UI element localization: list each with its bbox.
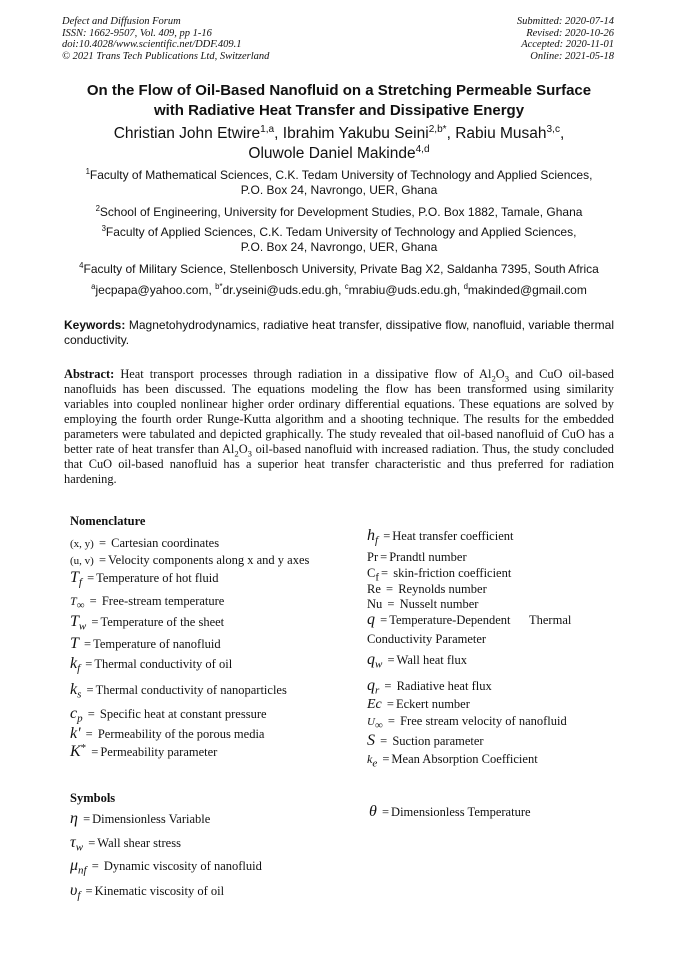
equals-sign: = xyxy=(383,529,391,543)
paper-title xyxy=(40,81,638,121)
doi-link[interactable]: doi:10.4028/www.scientific.net/DDF.409.1 xyxy=(62,39,242,50)
nomenclature-entry xyxy=(70,553,309,569)
nomenclature-description: Thermal conductivity of nanoparticles xyxy=(95,683,287,697)
author-name: Oluwole Daniel Makinde xyxy=(248,145,416,162)
abstract-text: O xyxy=(238,442,248,456)
email-mark: c xyxy=(344,282,349,291)
nomenclature-symbol: h xyxy=(367,527,375,544)
symbol-description: Dimensionless Temperature xyxy=(391,805,531,819)
affiliation-text: P.O. Box 24, Navrongo, UER, Ghana xyxy=(240,183,438,197)
nomenclature-entry xyxy=(70,726,264,742)
nomenclature-entry xyxy=(367,566,512,584)
nomenclature-description: Specific heat at constant pressure xyxy=(99,707,267,721)
affiliation-text: Faculty of Military Science, Stellenbosch University, Private Bag X2, Saldanha 7395, South Africa xyxy=(83,262,599,276)
abstract-text: O xyxy=(495,367,505,381)
equals-sign: = xyxy=(98,553,107,567)
nomenclature-description: Heat transfer coefficient xyxy=(392,529,514,543)
journal-name: Defect and Diffusion Forum xyxy=(62,16,181,27)
nomenclature-description: Cartesian coordinates xyxy=(111,536,220,550)
revised-date: Revised: 2020-10-26 xyxy=(526,27,614,39)
nomenclature-symbol: k' xyxy=(70,725,81,742)
equals-sign: = xyxy=(382,752,390,766)
nomenclature-entry xyxy=(70,636,221,652)
symbol-subscript: w xyxy=(75,841,84,854)
symbol-entry xyxy=(70,811,210,827)
equals-sign: = xyxy=(87,707,95,721)
equals-sign: = xyxy=(86,683,94,697)
symbol-subscript: f xyxy=(375,571,380,584)
equals-sign: = xyxy=(386,697,394,711)
nomenclature-symbol: c xyxy=(70,705,78,722)
symbol-subscript: p xyxy=(77,712,83,725)
symbol-subscript: w xyxy=(375,658,383,671)
equals-sign: = xyxy=(83,812,91,826)
nomenclature-description: Conductivity Parameter xyxy=(367,632,487,646)
symbol-entry xyxy=(70,834,181,854)
author-affiliation-mark: 3,c xyxy=(546,123,560,135)
author-name: Ibrahim Yakubu Seini xyxy=(282,125,429,142)
symbol-subscript: e xyxy=(372,757,378,770)
equals-sign: = xyxy=(87,571,95,585)
nomenclature-symbol: Re xyxy=(367,582,381,596)
equals-sign: = xyxy=(384,679,392,693)
accepted-date: Accepted: 2020-11-01 xyxy=(521,39,614,50)
abstract-text: Heat transport processes through radiation in a dissipative flow of Al xyxy=(120,367,492,381)
abstract-text: and CuO oil-based nanofluids has been discussed. The equations modeling the flow has been transformed using similarity variables into coupled nonlinear higher order ordinary differential equations. These equations are solved by employing the fourth order Runge-Kutta algorithm and a shooting technique. The results for the embedded parameters were tabulated and depicted graphically. The study revealed that oil-based nanofluid of CuO has a better rate of heat transfer than Al xyxy=(64,367,614,456)
email-mark: a xyxy=(91,282,96,291)
email-link[interactable]: mrabiu@uds.edu.gh xyxy=(348,283,457,297)
symbol-subscript: ∞ xyxy=(76,599,85,612)
keywords-label: Keywords: xyxy=(64,318,126,332)
abstract-text: oil-based nanofluid with increased radiation. Thus, the study concluded that CuO oil-based nanofluid has a superior heat transfer characteristic and thus preferred for radiation hardening. xyxy=(64,442,614,486)
subscript: 2 xyxy=(234,448,239,459)
nomenclature-entry xyxy=(367,651,468,671)
nomenclature-symbol: S xyxy=(367,732,375,749)
affiliation-1 xyxy=(30,168,648,198)
nomenclature-entry xyxy=(367,714,567,730)
title-line-2: with Radiative Heat Transfer and Dissipative Energy xyxy=(153,102,525,119)
nomenclature-description: skin-friction coefficient xyxy=(393,566,512,580)
equals-sign: = xyxy=(387,653,395,667)
equals-sign: = xyxy=(380,734,388,748)
equals-sign: = xyxy=(91,615,99,629)
symbol-subscript: nf xyxy=(78,864,87,877)
nomenclature-symbol: Nu xyxy=(367,597,383,611)
nomenclature-symbol: K xyxy=(70,743,81,760)
affiliation-2 xyxy=(30,205,648,220)
dates-header xyxy=(517,16,614,62)
equals-sign: = xyxy=(85,727,93,741)
author-affiliation-mark: 2,b* xyxy=(428,123,447,135)
nomenclature-symbol: T xyxy=(70,594,77,608)
affiliation-mark: 4 xyxy=(79,261,84,270)
affiliation-mark: 1 xyxy=(85,167,90,176)
nomenclature-symbol: C xyxy=(367,566,376,580)
nomenclature-entry xyxy=(70,681,287,701)
nomenclature-description: Prandtl number xyxy=(389,550,467,564)
equals-sign: = xyxy=(98,536,107,550)
equals-sign: = xyxy=(89,594,97,608)
symbols-heading: Symbols xyxy=(70,791,116,805)
email-link[interactable]: dr.yseini@uds.edu.gh xyxy=(222,283,339,297)
nomenclature-symbol: q xyxy=(367,677,375,694)
nomenclature-symbol: T xyxy=(70,613,79,630)
issn-line: ISSN: 1662-9507, Vol. 409, pp 1-16 xyxy=(62,27,212,39)
nomenclature-symbol: q xyxy=(367,611,375,628)
online-date: Online: 2021-05-18 xyxy=(530,50,614,62)
affiliation-text: Faculty of Mathematical Sciences, C.K. Tedam University of Technology and Applied Sciences, xyxy=(89,168,593,182)
nomenclature-description: Free-stream temperature xyxy=(101,594,225,608)
keywords-section xyxy=(64,318,614,348)
equals-sign: = xyxy=(88,836,96,850)
subscript: 2 xyxy=(491,373,496,384)
email-mark: d xyxy=(463,282,468,291)
nomenclature-description: Temperature-Dependent Thermal xyxy=(389,613,572,627)
nomenclature-entry xyxy=(367,582,487,597)
nomenclature-description: Velocity components along x and y axes xyxy=(108,553,310,567)
author-name: Rabiu Musah xyxy=(455,125,547,142)
equals-sign: = xyxy=(380,613,388,627)
nomenclature-entry xyxy=(367,697,470,712)
nomenclature-symbol: (u, v) xyxy=(70,555,94,567)
nomenclature-description: Temperature of the sheet xyxy=(100,615,225,629)
symbol-subscript: s xyxy=(77,688,82,701)
symbol-entry xyxy=(369,804,531,820)
equals-sign: = xyxy=(85,884,93,898)
keywords-text: Magnetohydrodynamics, radiative heat transfer, dissipative flow, nanofluid, variable thermal conductivity. xyxy=(64,318,614,347)
nomenclature-heading: Nomenclature xyxy=(70,514,146,528)
equals-sign: = xyxy=(381,566,389,580)
equals-sign: = xyxy=(387,714,395,728)
symbol-glyph: η xyxy=(70,810,78,827)
email-list: $^a$jecpapa@yahoo.com, $^{b*}$dr.yseini@uds.edu.gh, $^c$mrabiu@uds.edu.gh, $^d$makinded@gmail.com xyxy=(91,282,587,297)
nomenclature-description: Permeability parameter xyxy=(100,745,218,759)
nomenclature-description: Suction parameter xyxy=(392,734,484,748)
nomenclature-symbol: Ec xyxy=(367,697,382,712)
nomenclature-description: Wall heat flux xyxy=(396,653,468,667)
author-affiliation-mark: 1,a xyxy=(260,123,275,135)
affiliation-mark: 2 xyxy=(95,204,100,213)
equals-sign: = xyxy=(381,805,390,819)
journal-header xyxy=(62,16,269,62)
subscript: 3 xyxy=(247,448,252,459)
equals-sign: = xyxy=(387,597,395,611)
author-affiliation-mark: 4,d xyxy=(415,143,430,155)
equals-sign: = xyxy=(91,745,99,759)
nomenclature-symbol: Pr xyxy=(367,550,379,564)
email-link[interactable]: jecpapa@yahoo.com xyxy=(95,283,209,297)
abstract-label: Abstract: xyxy=(64,367,115,381)
symbol-entry xyxy=(70,882,225,902)
nomenclature-entry xyxy=(367,752,538,770)
nomenclature-description: Permeability of the porous media xyxy=(97,727,265,741)
nomenclature-entry xyxy=(70,655,233,675)
equals-sign: = xyxy=(386,582,394,596)
nomenclature-symbol: T xyxy=(70,569,79,586)
affiliation-4 xyxy=(30,262,648,277)
email-link[interactable]: makinded@gmail.com xyxy=(467,283,587,297)
nomenclature-entry xyxy=(70,594,225,612)
email-mark: b* xyxy=(215,282,223,291)
symbol-subscript: w xyxy=(78,620,87,633)
nomenclature-entry xyxy=(367,677,492,697)
symbol-subscript: ∞ xyxy=(374,719,383,732)
title-line-1: On the Flow of Oil-Based Nanofluid on a Stretching Permeable Surface xyxy=(86,82,592,99)
equals-sign: = xyxy=(91,859,99,873)
nomenclature-description: Reynolds number xyxy=(398,582,487,596)
symbol-glyph: μ xyxy=(70,857,79,874)
nomenclature-entry xyxy=(367,733,484,749)
nomenclature-entry-continued xyxy=(367,632,486,647)
nomenclature-description: Mean Absorption Coefficient xyxy=(391,752,538,766)
nomenclature-symbol: k xyxy=(367,752,373,766)
equals-sign: = xyxy=(85,657,93,671)
nomenclature-description: Eckert number xyxy=(395,697,470,711)
symbol-subscript: f xyxy=(78,576,82,589)
nomenclature-symbol: T xyxy=(70,635,79,652)
nomenclature-symbol: q xyxy=(367,651,375,668)
nomenclature-description: Radiative heat flux xyxy=(396,679,492,693)
symbol-glyph: τ xyxy=(70,834,76,851)
nomenclature-symbol: k xyxy=(70,655,78,672)
abstract-section xyxy=(64,367,614,487)
nomenclature-description: Nusselt number xyxy=(399,597,479,611)
nomenclature-symbol: k xyxy=(70,681,78,698)
symbol-subscript: r xyxy=(375,684,380,697)
nomenclature-description: Thermal conductivity of oil xyxy=(94,657,233,671)
nomenclature-description: Free stream velocity of nanofluid xyxy=(400,714,567,728)
symbol-entry xyxy=(70,857,262,877)
symbol-description: Dynamic viscosity of nanofluid xyxy=(103,859,262,873)
affiliation-text: P.O. Box 24, Navrongo, UER, Ghana xyxy=(240,240,438,254)
affiliation-text: School of Engineering, University for Development Studies, P.O. Box 1882, Tamale, Ghana xyxy=(99,205,583,219)
nomenclature-description: Temperature of hot fluid xyxy=(96,571,219,585)
author-name: Christian John Etwire xyxy=(113,125,261,142)
symbol-glyph: θ xyxy=(369,803,377,820)
nomenclature-symbol: (x, y) xyxy=(70,538,94,550)
nomenclature-entry xyxy=(367,597,478,612)
symbol-glyph: υ xyxy=(70,882,78,899)
nomenclature-entry xyxy=(70,536,219,552)
symbol-subscript: f xyxy=(77,662,81,675)
nomenclature-entry xyxy=(367,527,514,547)
symbol-subscript: f xyxy=(77,889,81,902)
nomenclature-description: Temperature of nanofluid xyxy=(93,637,221,651)
symbol-description: Kinematic viscosity of oil xyxy=(94,884,225,898)
symbol-superscript: * xyxy=(80,741,87,754)
affiliation-text: Faculty of Applied Sciences, C.K. Tedam University of Technology and Applied Sciences, xyxy=(105,225,577,239)
nomenclature-entry xyxy=(367,612,571,628)
nomenclature-entry xyxy=(70,705,267,725)
nomenclature-entry xyxy=(367,550,467,565)
affiliation-mark: 3 xyxy=(101,224,106,233)
subscript: 3 xyxy=(504,373,510,384)
copyright-line: © 2021 Trans Tech Publications Ltd, Switzerland xyxy=(62,50,270,62)
nomenclature-entry xyxy=(70,741,218,760)
affiliation-3 xyxy=(30,225,648,255)
symbol-description: Wall shear stress xyxy=(97,836,181,850)
nomenclature-entry xyxy=(70,569,219,589)
symbol-description: Dimensionless Variable xyxy=(92,812,211,826)
author-list: Christian John Etwire$^{1,a}$, Ibrahim Yakubu Seini$^{2,b*}$, Rabiu Musah$^{3,c}$, Oluwole Daniel Makinde$^{4,d}$ xyxy=(113,123,565,162)
equals-sign: = xyxy=(84,637,92,651)
symbol-subscript: f xyxy=(375,534,379,547)
equals-sign: = xyxy=(380,550,388,564)
submitted-date: Submitted: 2020-07-14 xyxy=(516,16,614,27)
nomenclature-symbol: U xyxy=(367,716,375,728)
nomenclature-entry xyxy=(70,613,225,633)
